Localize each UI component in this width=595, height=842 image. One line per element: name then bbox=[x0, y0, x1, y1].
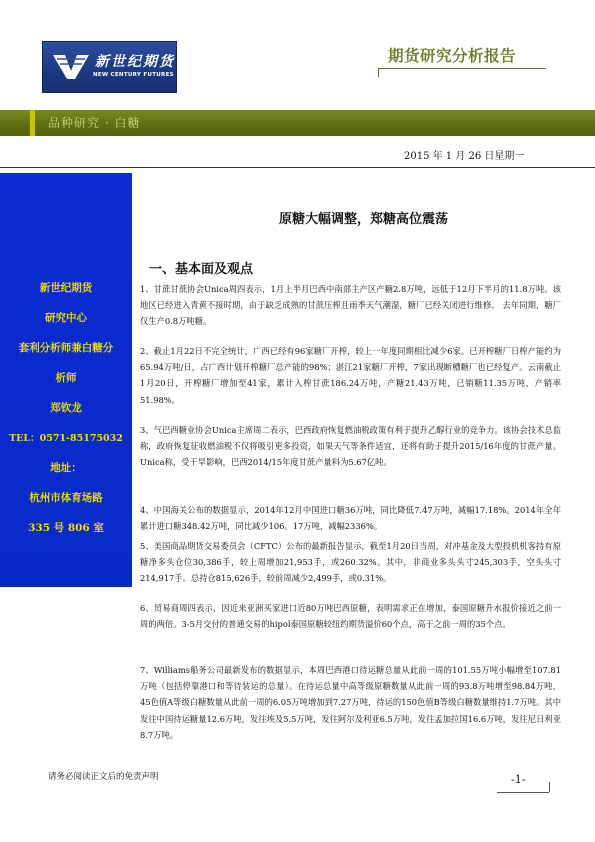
sidebar-analyst-name: 郑钦龙 bbox=[50, 402, 82, 414]
company-logo bbox=[42, 41, 177, 93]
sidebar-department: 研究中心 bbox=[45, 312, 87, 324]
title-underline bbox=[378, 68, 546, 69]
logo-text-en: NEW CENTURY FUTURES bbox=[93, 72, 174, 78]
title-underline-tick bbox=[378, 68, 379, 77]
sidebar-address-line2: 335 号 806 室 bbox=[28, 522, 104, 534]
section-heading: 一、基本面及观点 bbox=[149, 262, 254, 277]
paragraph-6: 6、贸易商周四表示，因近来亚洲买家进口近80万吨巴西原糖，表明需求正在增加，泰国原糖升水报价接近之前一周的两倍。3-5月交付的普通交易的hipol泰国原糖较纽约期货溢价60个点，高于之前一周的35个点。 bbox=[140, 603, 561, 630]
category-band-text: 品种研究 · 白糖 bbox=[48, 116, 141, 130]
analyst-sidebar bbox=[0, 173, 132, 587]
paragraph-5: 5、美国商品期货交易委员会（CFTC）公布的最新报告显示，截至1月20日当周，对冲基金及大型投机机客持有原糖净多头仓位30,386手，较上周增加21,953手，或260.32%。其中，非商业多头头寸245,303手，空头头寸214,917手。总持仓815,626手，较前周减少2,499手，或0.31%。 bbox=[140, 541, 561, 584]
page-number: -1- bbox=[511, 773, 526, 786]
date-divider bbox=[0, 167, 595, 168]
paragraph-2: 2、截止1月22日不完全统计，广西已经有96家糖厂开榨，较上一年度同期相比减少6家。已开榨糖厂日榨产能约为65.94万吨/日，占广西计划开榨糖厂总产能的98%；湛江21家糖厂开榨，7家出现断槽糖厂也已经复产。云南截止1月20日，开榨糖厂增加至41家，累计入榨甘蔗186.24万吨，产糖21.43万吨，已销糖11.35万吨，产销率51.98%。 bbox=[140, 346, 561, 405]
logo-text-cn: 新世纪期货 bbox=[95, 54, 175, 70]
footer-underline-tick bbox=[549, 782, 550, 792]
sidebar-phone: TEL：0571-85175032 bbox=[9, 433, 123, 444]
report-date: 2015 年 1 月 26 日星期一 bbox=[404, 151, 525, 162]
sidebar-company: 新世纪期货 bbox=[39, 282, 93, 294]
paragraph-4: 4、中国海关公布的数据显示，2014年12月中国进口糖36万吨，同比降低7.47万吨，减幅17.18%。2014年全年累计进口糖348.42万吨，同比减少106。17万吨，减幅2336%。 bbox=[140, 505, 561, 532]
footer-underline bbox=[497, 792, 549, 793]
sidebar-address-line1: 杭州市体育场路 bbox=[29, 492, 103, 504]
report-title: 期货研究分析报告 bbox=[388, 47, 517, 65]
category-band-accent bbox=[30, 110, 35, 136]
sidebar-address-label: 地址： bbox=[50, 462, 82, 474]
sidebar-role: 套利分析师兼白糖分 bbox=[18, 342, 114, 354]
document-title: 原糖大幅调整，郑糖高位震荡 bbox=[278, 212, 448, 227]
paragraph-7: 7、Williams船务公司最新发布的数据显示，本周巴西港口待运糖总量从此前一周的101.55万吨小幅增至107.81万吨（包括停靠港口和等待装运的总量）。在待运总量中高等级原糖数量从此前一周的93.8万吨增至98.84万吨，45色值A等级白糖数量从此前一周的6.05万吨增加到7.27万吨，待运的150色值B等级白糖数量维持1.7万吨。其中发往中国待运糖量12.6万吨，发往埃及5.5万吨，发往阿尔及利亚6.5万吨，发往孟加拉国16.6万吨，发往尼日利亚8.7万吨。 bbox=[140, 665, 561, 740]
disclaimer-note: 请务必阅读正文后的免责声明 bbox=[48, 772, 159, 782]
paragraph-1: 1、甘蔗甘蔗协会Unica周四表示，1月上半月巴西中南部主产区产糖2.8万吨，远低于12月下半月的11.8万吨。该地区已经进入青黄不接时期，由于缺乏成熟的甘蔗压榨且雨季天气潮湿，糖厂已经关闭进行维修。 去年同期，糖厂仅生产0.8万吨糖。 bbox=[140, 284, 561, 327]
paragraph-3: 3、气巴西糖业协会Unica主席周二表示，巴西政府恢复燃油税政策有利于提升乙醇行业的竞争力。该协会技术总监称，政府恢复征收燃油税不仅将吸引更多投资，如果天气等条件适宜，还将有助于提升2015/16年度的甘蔗产量。Unica称，受干旱影响，巴西2014/15年度甘蔗产量料为5.67亿吨。 bbox=[140, 425, 561, 468]
logo-emblem-icon bbox=[51, 51, 91, 83]
sidebar-role-cont: 析师 bbox=[55, 372, 77, 384]
